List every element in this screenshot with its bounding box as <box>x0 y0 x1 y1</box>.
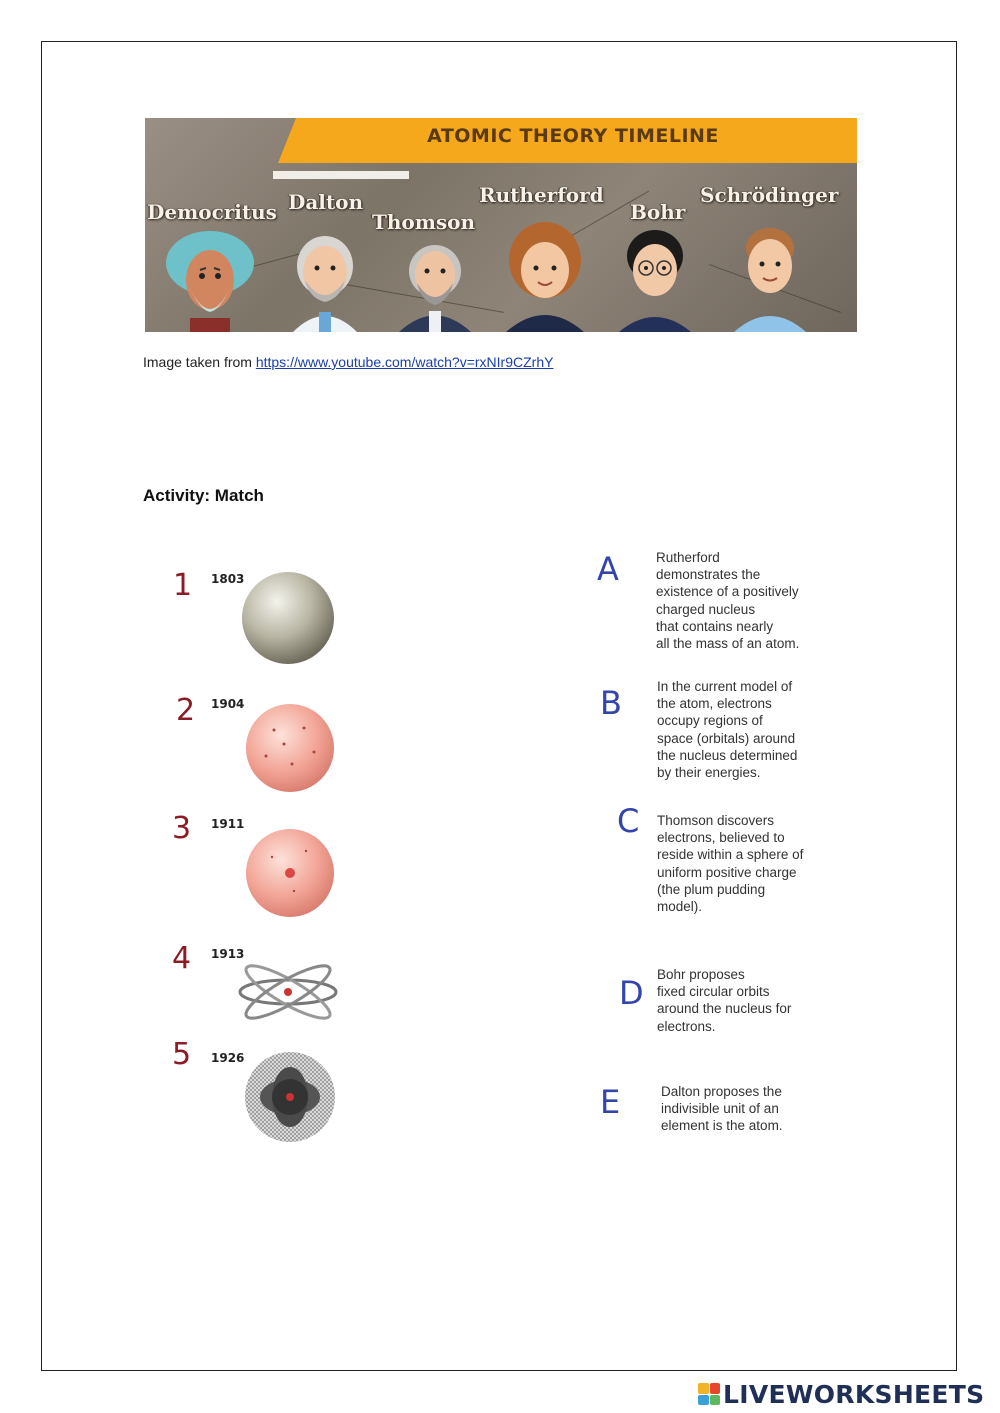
scientist-name-dalton: Dalton <box>288 190 364 214</box>
answer-letter-b: B <box>600 684 622 722</box>
image-caption <box>143 354 553 370</box>
bohr-orbit-model <box>236 960 340 1024</box>
dalton-portrait <box>285 226 365 332</box>
model-year-1: 1803 <box>211 572 245 586</box>
thomson-portrait <box>395 233 475 332</box>
logo-square-2 <box>710 1383 721 1394</box>
logo-square-3 <box>698 1395 709 1406</box>
plum-pudding-model <box>244 702 336 794</box>
liveworksheets-logo-icon <box>698 1383 720 1405</box>
scientist-name-democritus: Democritus <box>147 200 277 224</box>
scientist-name-schrodinger: Schrödinger <box>700 183 839 207</box>
model-year-4: 1913 <box>211 947 245 961</box>
model-year-3: 1911 <box>211 817 245 831</box>
model-number-5: 5 <box>172 1037 192 1072</box>
banner-title: ATOMIC THEORY TIMELINE <box>427 125 719 147</box>
answer-letter-c: C <box>617 802 640 840</box>
schrodinger-portrait <box>730 218 810 332</box>
democritus-portrait <box>160 218 260 332</box>
logo-square-4 <box>710 1395 721 1406</box>
description-e: Dalton proposes the indivisible unit of an element is the atom. <box>661 1084 783 1134</box>
description-d: Bohr proposes fixed circular orbits around the nucleus for electrons. <box>657 967 792 1034</box>
nuclear-model <box>244 827 336 919</box>
model-number-3: 3 <box>172 811 192 846</box>
logo-square-1 <box>698 1383 709 1394</box>
activity-title: Activity: Match <box>143 486 264 505</box>
bohr-portrait <box>615 222 695 332</box>
electron-cloud-model <box>243 1050 337 1144</box>
dalton-solid-sphere-model <box>240 570 336 666</box>
banner-stripe <box>273 171 409 179</box>
model-number-2: 2 <box>176 693 196 728</box>
answer-letter-e: E <box>600 1083 621 1121</box>
description-a: Rutherford demonstrates the existence of a positively charged nucleus that contains nearly all the mass of an atom. <box>656 550 800 652</box>
liveworksheets-logo <box>698 1380 984 1408</box>
liveworksheets-logo-text: LIVEWORKSHEETS <box>723 1379 985 1409</box>
scientist-name-thomson: Thomson <box>372 210 476 234</box>
answer-letter-d: D <box>619 974 644 1012</box>
answer-letter-a: A <box>597 550 619 588</box>
description-c: Thomson discovers electrons, believed to reside within a sphere of uniform positive charge (the plum pudding model). <box>657 813 804 915</box>
model-number-1: 1 <box>173 568 193 603</box>
rutherford-portrait <box>500 218 590 332</box>
scientist-name-bohr: Bohr <box>630 200 686 224</box>
source-link[interactable]: https://www.youtube.com/watch?v=rxNIr9CZrhY <box>255 354 554 370</box>
scientist-name-rutherford: Rutherford <box>479 183 604 207</box>
model-number-4: 4 <box>172 941 192 976</box>
caption-prefix: Image taken from <box>143 354 256 370</box>
atomic-theory-banner <box>145 118 857 332</box>
description-b: In the current model of the atom, electrons occupy regions of space (orbitals) around the nucleus determined by their energies. <box>657 679 798 781</box>
model-year-2: 1904 <box>211 697 245 711</box>
model-year-5: 1926 <box>211 1051 245 1065</box>
